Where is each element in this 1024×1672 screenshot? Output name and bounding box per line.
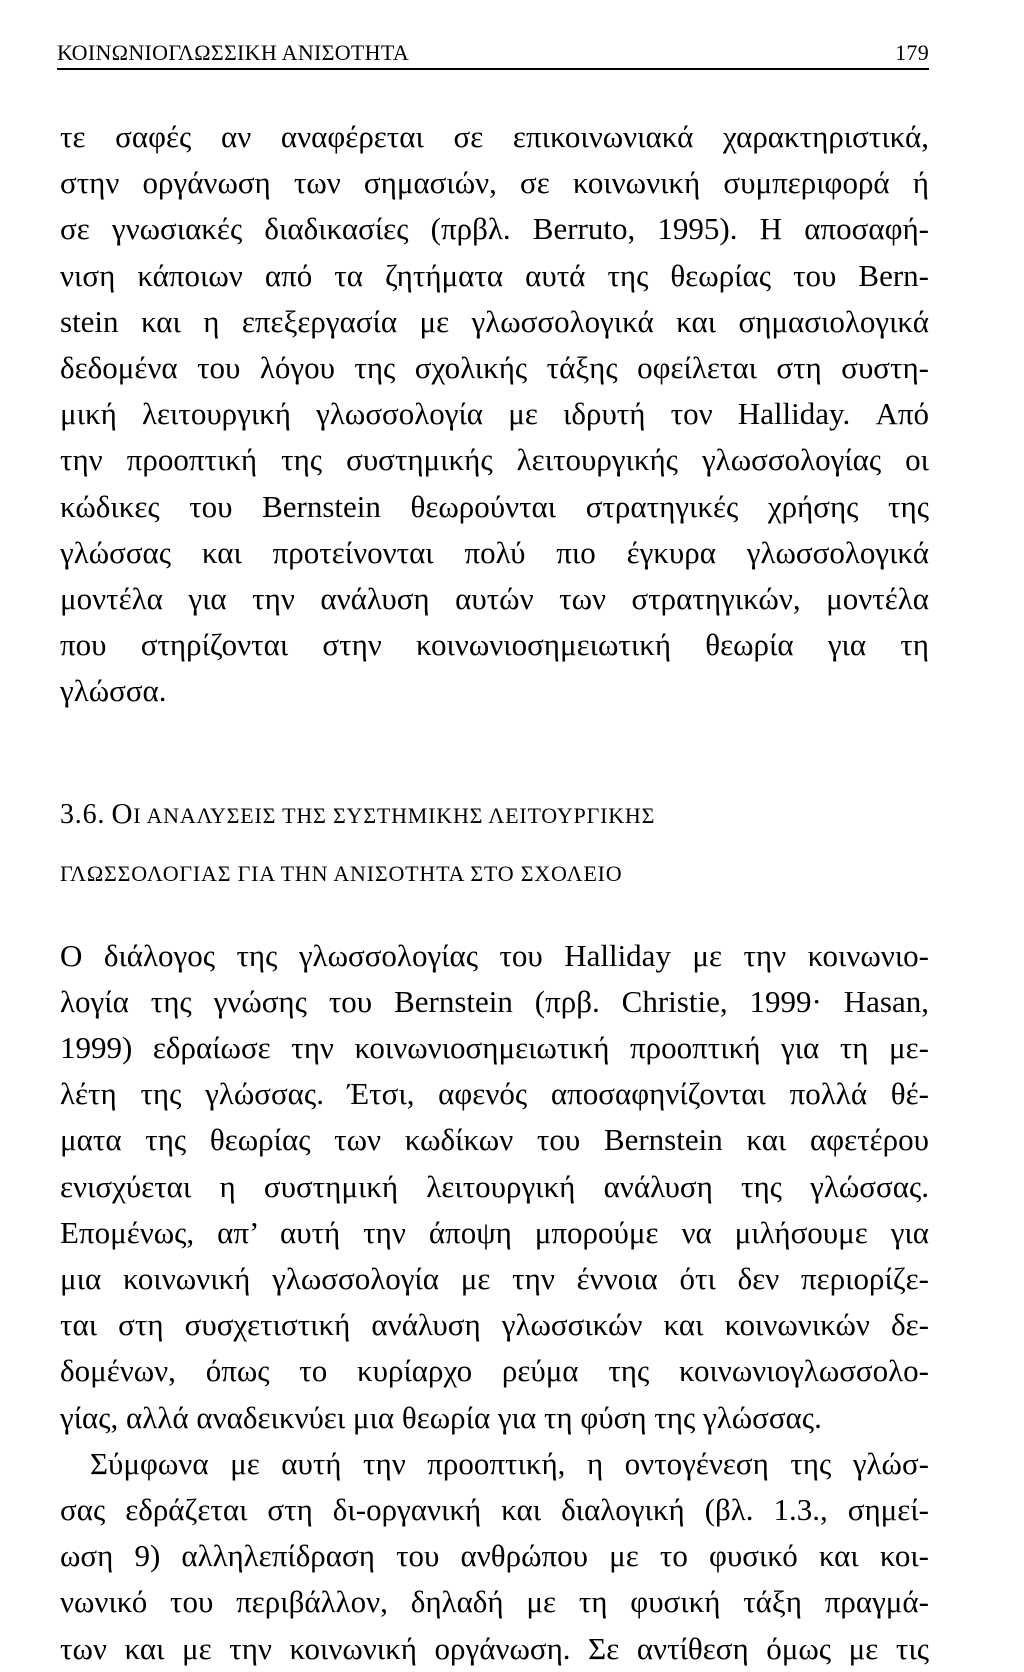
text-line: γλώσσα. — [60, 673, 167, 709]
text-line: ενισχύεται η συστημική λειτουργική ανάλυση της γλώσσας. — [60, 1168, 929, 1204]
text-line: δομένων, όπως το κυρίαρχο ρεύμα της κοινωνιογλωσσολο- — [60, 1353, 929, 1389]
text-line: των και με την κοινωνική οργάνωση. Σε αντίθεση όμως με τις — [60, 1630, 929, 1666]
text-line: που στηρίζονται στην κοινωνιοσημειωτική θεωρία για τη — [60, 627, 929, 663]
text-line: στην οργάνωση των σημασιών, σε κοινωνική συμπεριφορά ή — [60, 165, 929, 201]
text-line: την προοπτική της συστημικής λειτουργικής γλωσσολογίας οι — [60, 442, 929, 478]
text-line: δεδομένα του λόγου της σχολικής τάξης οφείλεται στη συστη- — [60, 350, 929, 386]
text-line: μική λειτουργική γλωσσολογία με ιδρυτή τον Halliday. Από — [60, 396, 929, 432]
running-head — [57, 40, 929, 70]
text-line: γίας, αλλά αναδεικνύει μια θεωρία για τη φύση της γλώσσας. — [60, 1399, 822, 1435]
text-line: Σύμφωνα με αυτή την προοπτική, η οντογένεση της γλώσ- — [90, 1445, 929, 1481]
text-line: σας εδράζεται στη δι-οργανική και διαλογική (βλ. 1.3., σημεί- — [60, 1492, 929, 1528]
text-line: λογία της γνώσης του Bernstein (πρβ. Christie, 1999· Hasan, — [60, 983, 929, 1019]
text-line: τε σαφές αν αναφέρεται σε επικοινωνιακά χαρακτηριστικά, — [60, 119, 929, 154]
text-line: ωση 9) αλληλεπίδραση του ανθρώπου με το φυσικό και κοι- — [60, 1538, 929, 1574]
text-line: γλώσσας και προτείνονται πολύ πιο έγκυρα γλωσσολογικά — [60, 534, 929, 570]
text-line: κώδικες του Bernstein θεωρούνται στρατηγικές χρήσης της — [60, 488, 929, 524]
text-line: Επομένως, απ’ αυτή την άποψη μπορούμε να μιλήσουμε για — [60, 1214, 929, 1250]
section-heading-line-1 — [60, 785, 929, 845]
text-line: ται στη συσχετιστική ανάλυση γλωσσικών και κοινωνικών δε- — [60, 1307, 929, 1343]
running-head-title: ΚΟΙΝΩΝΙΟΓΛΩΣΣΙΚΗ ΑΝΙΣΟΤΗΤΑ — [57, 40, 410, 65]
text-line: λέτη της γλώσσας. Έτσι, αφενός αποσαφηνίζονται πολλά θέ- — [60, 1076, 929, 1112]
text-line: νωνικό του περιβάλλον, δηλαδή με τη φυσική τάξη πραγμά- — [60, 1584, 929, 1620]
paragraph-3 — [60, 1441, 929, 1672]
paragraph-1 — [60, 114, 929, 715]
section-heading-line-2: ΓΛΩΣΣΟΛΟΓΙΑΣ ΓΙΑ ΤΗΝ ΑΝΙΣΟΤΗΤΑ ΣΤΟ ΣΧΟΛΕΙΟ — [60, 860, 623, 886]
text-line: μια κοινωνική γλωσσολογία με την έννοια ότι δεν περιορίζε- — [60, 1261, 929, 1297]
text-line: μοντέλα για την ανάλυση αυτών των στρατηγικών, μοντέλα — [60, 581, 929, 617]
text-line: σε γνωσιακές διαδικασίες (πρβλ. Berruto, 1995). Η αποσαφή- — [60, 211, 929, 247]
page-number: 179 — [895, 40, 929, 65]
text-line: ματα της θεωρίας των κωδίκων του Bernstein και αφετέρου — [60, 1122, 929, 1158]
section-heading-initial: Ο — [111, 797, 134, 830]
section-heading — [60, 785, 929, 903]
section-heading-text: Ι ΑΝΑΛΥΣΕΙΣ ΤΗΣ ΣΥΣΤΗΜΙΚΗΣ ΛΕΙΤΟΥΡΓΙΚΗΣ — [133, 802, 656, 828]
text-line: 1999) εδραίωσε την κοινωνιοσημειωτική προοπτική για τη με- — [60, 1030, 929, 1066]
paragraph-2 — [60, 933, 929, 1441]
text-line: νιση κάποιων από τα ζητήματα αυτά της θεωρίας του Bern- — [60, 257, 929, 293]
section-number: 3.6. — [60, 798, 106, 830]
text-line: stein και η επεξεργασία με γλωσσολογικά και σημασιολογικά — [60, 303, 929, 339]
text-line: Ο διάλογος της γλωσσολογίας του Halliday με την κοινωνιο- — [60, 937, 929, 973]
